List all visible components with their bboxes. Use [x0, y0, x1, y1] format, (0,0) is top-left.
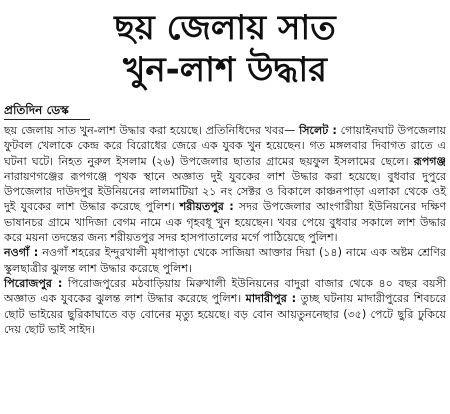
- report-shariatpur: সদর উপজেলার আংগারীয়া ইউনিয়নের দক্ষিণ ভাষানচর গ্রামে খাদিজা বেগম নামে এক গৃহবধূ খুন হয়েছেন। খবর পেয়ে বুধবার সকালে লাশ উদ্ধার করে ময়না তদন্তের জন্য শরীয়তপুর সদর হাসপাতালের মর্গে পাঠিয়েছে পুলিশ।: [4, 200, 446, 245]
- headline-line-1: ছয় জেলায় সাত: [114, 8, 336, 48]
- dateline-sylhet: সিলেট :: [299, 124, 337, 137]
- report-madaripur: তুচ্ছ ঘটনায় মাদারীপুরের শিবচরে ছোট ভাইয়ের ছুরিকাঘাতে বড় বোনের মৃত্যু হয়েছে। বড় বোন আয়তুননেছার (৩৫) পেটে ছুরি ঢুকিয়ে দেয় ছোট ভাই সাইদ।: [4, 292, 446, 336]
- dateline-naogaon: নওগাঁ :: [4, 246, 39, 260]
- headline-line-2: খুন-লাশ উদ্ধার: [123, 50, 327, 90]
- article-body: [4, 123, 446, 337]
- byline-underline: [4, 119, 90, 120]
- byline: প্রতিদিন ডেস্ক: [4, 103, 69, 117]
- report-naogaon: নওগাঁ শহরের ইন্দুরখালী মৃধাপাড়া থেকে সাজিয়া আক্তার দিয়া (১৪) নামে এক অষ্টম শ্রেণির স্কুলছাত্রীর ঝুলন্ত লাশ উদ্ধার করেছে পুলিশ।: [4, 246, 447, 275]
- report-rupganj: নারায়ণগঞ্জের রূপগঞ্জে পৃথক স্থানে অজ্ঞাত দুই যুবকের লাশ উদ্ধার করা হয়েছে। বুধবার দুপুরে উপজেলার দাউদপুর ইউনিয়নের লালমাটিয়া ২১ নং সেক্টর ও বিকালে কাঞ্চনপাড়া এলাকা থেকে ওই দুই যুবকের লাশ উদ্ধার করেছে পুলিশ।: [4, 169, 446, 214]
- report-sylhet: গোয়াইনঘাট উপজেলায় ফুটবল খেলাকে কেন্দ্র করে বিরোধের জেরে এক যুবক খুন হয়েছেন। গত মঙ্গলবার দিবাগত রাতে এ ঘটনা ঘটে। নিহত নুরুল ইসলাম (২৬) উপজেলার ছাতার গ্রামের ছয়ফুল ইসলামের ছেলে।: [4, 124, 447, 168]
- dateline-madaripur: মাদারীপুর :: [245, 292, 297, 306]
- report-pirojpur: পিরোজপুরের মঠবাড়িয়ায় মিরুখালী ইউনিয়নের বাদুরা বাজার থেকে ৪০ বছর বয়সী অজ্ঞাত এক যুবকের ঝুলন্ত লাশ উদ্ধার করেছে পুলিশ।: [4, 276, 446, 306]
- dateline-rupganj: রূপগঞ্জ: [413, 154, 446, 168]
- intro-text: ছয় জেলায় সাত খুন-লাশ উদ্ধার করা হয়েছে। প্রতিনিধিদের খবর—: [4, 124, 300, 137]
- dateline-shariatpur: শরীয়তপুর :: [179, 200, 234, 214]
- dateline-pirojpur: পিরোজপুর :: [4, 276, 63, 290]
